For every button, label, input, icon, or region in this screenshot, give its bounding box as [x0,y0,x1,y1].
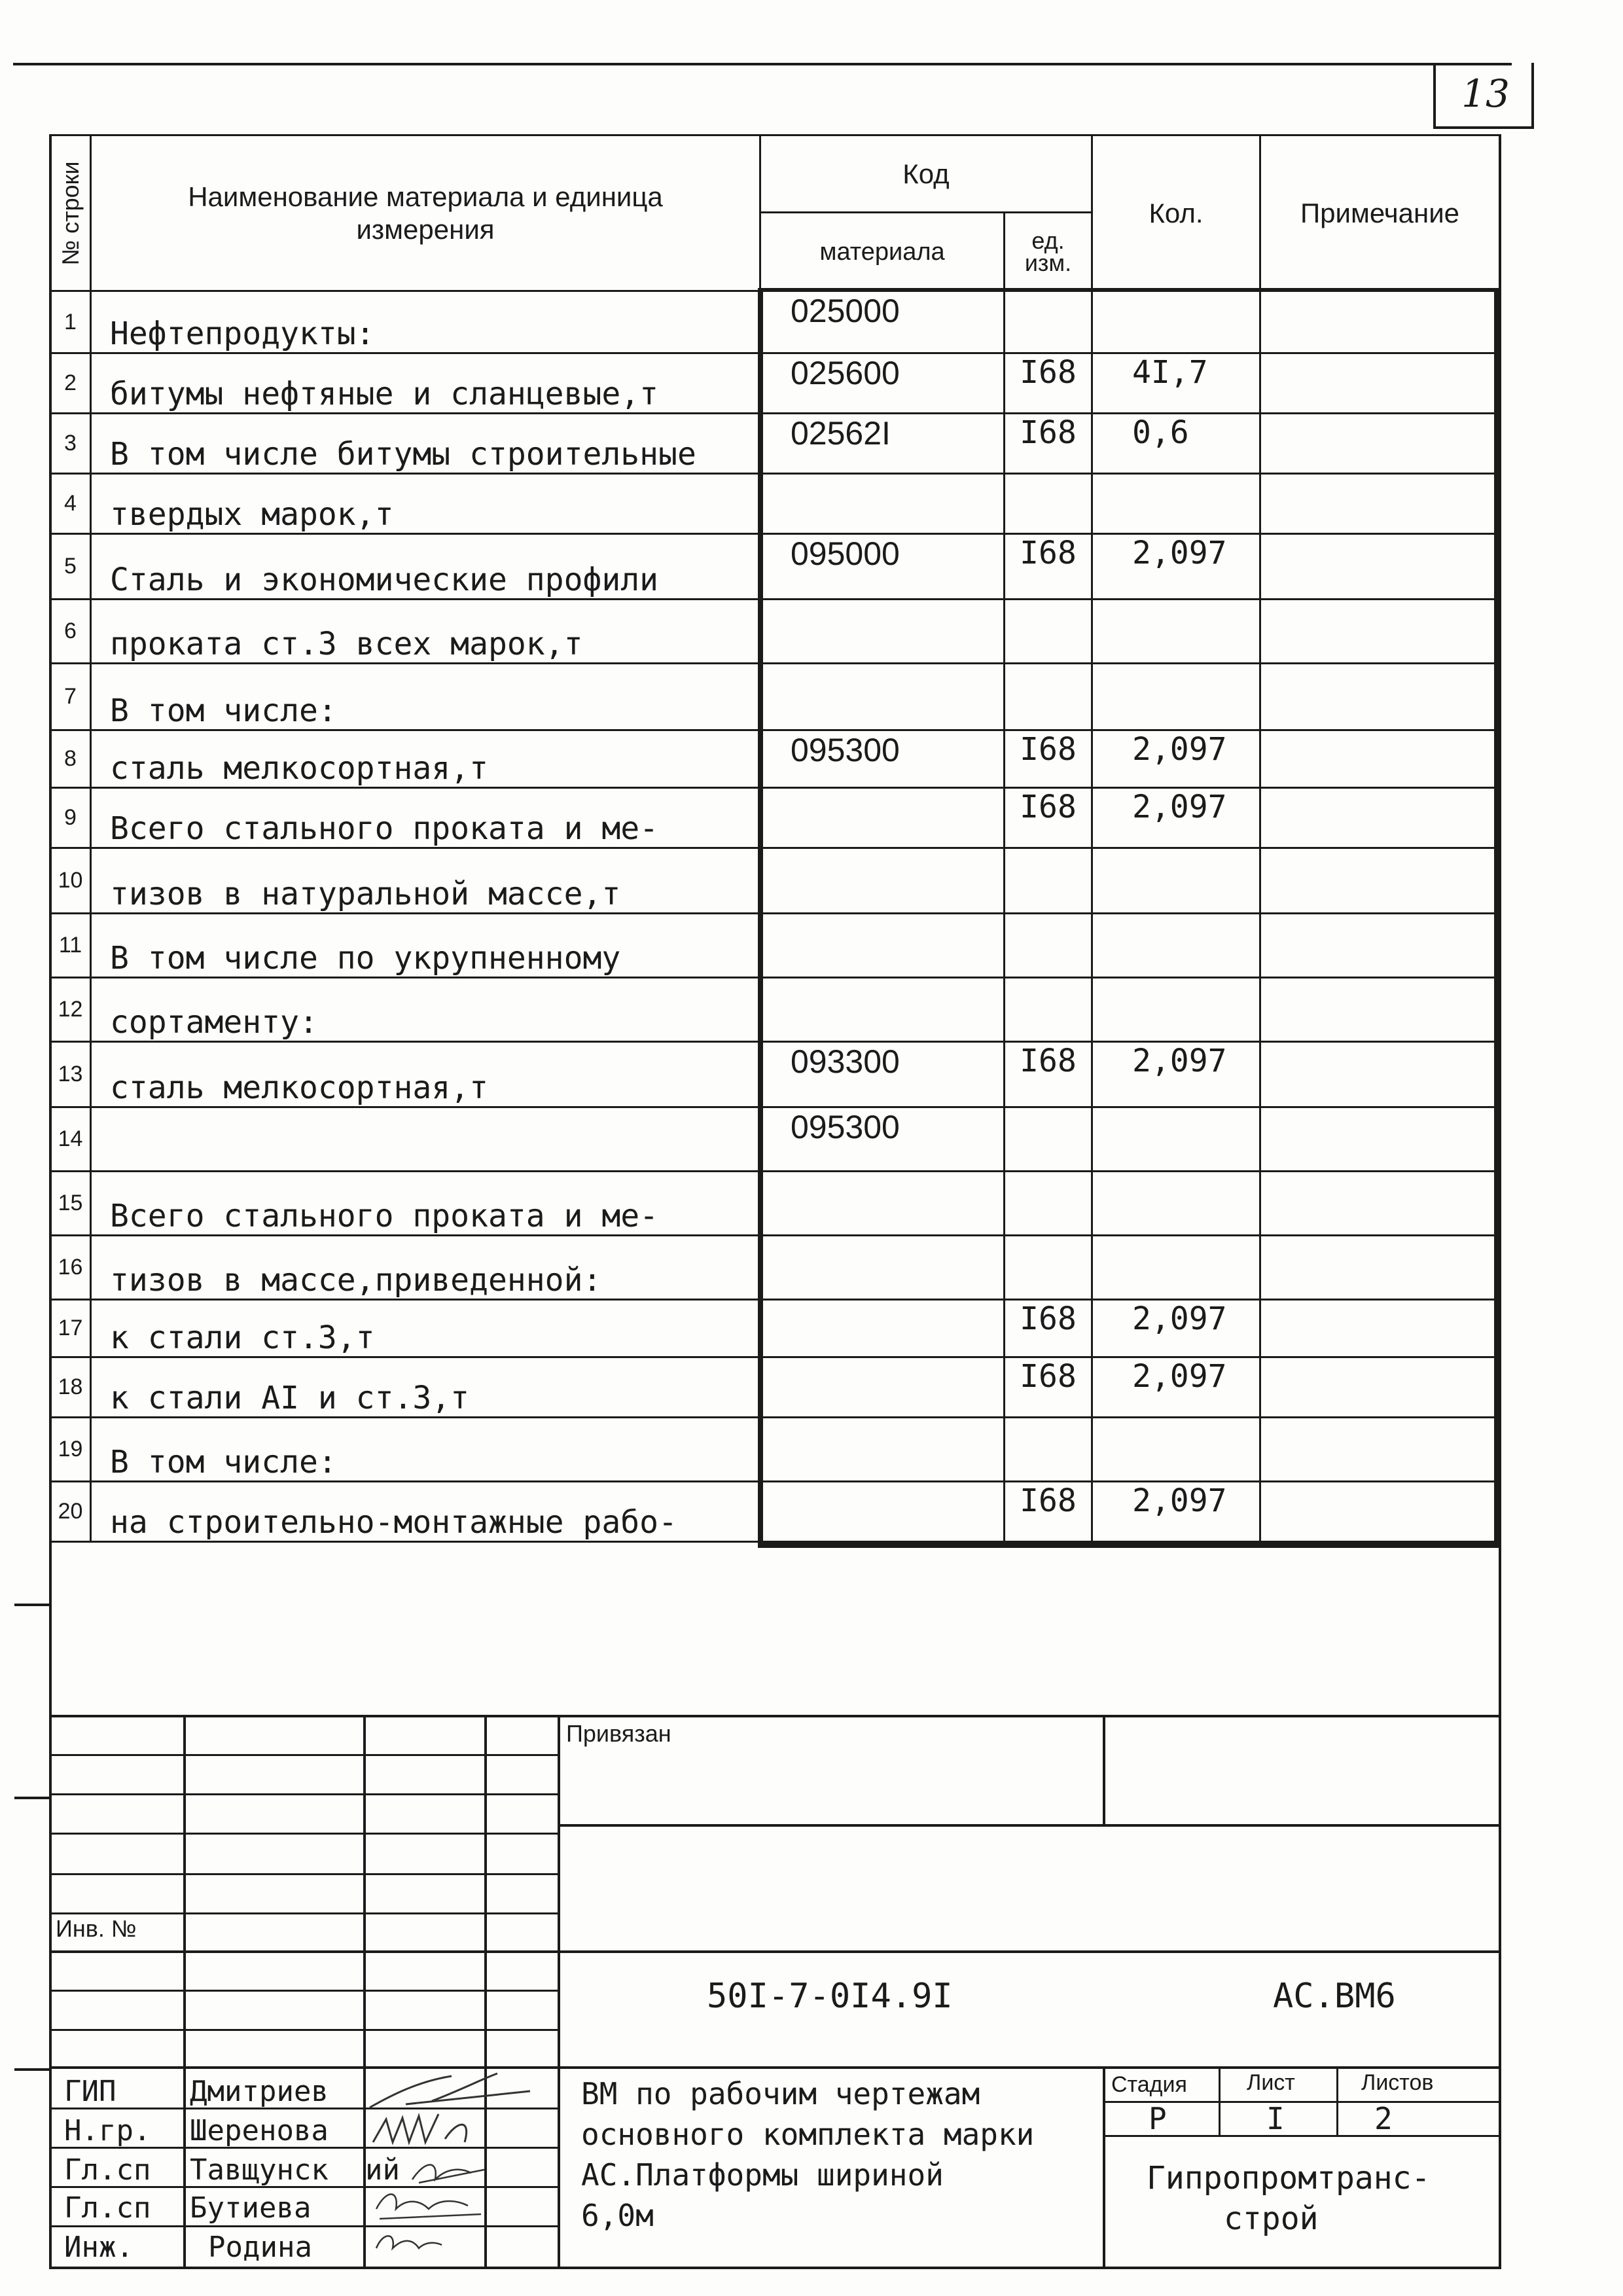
material-name-cell: битумы нефтяные и сланцевые,т [91,353,760,414]
note-cell [1260,291,1500,353]
row-number-cell: 14 [50,1107,91,1172]
title-line-2: основного комплекта марки [581,2117,1035,2152]
stamp-h7 [49,1990,560,1992]
material-name-cell: тизов в натуральной массе,т [91,848,760,914]
org-line-2: строй [1224,2200,1319,2237]
material-code-cell [760,600,1005,664]
table-bold-left [758,290,763,1547]
unit-code-cell: I68 [1005,1300,1092,1357]
sheet-value: I [1266,2101,1285,2136]
table-row [50,600,1500,664]
material-name-cell [91,1107,760,1172]
note-cell [1260,848,1500,914]
table-row [50,474,1500,534]
table-row [50,848,1500,914]
row-number-cell: 3 [50,414,91,474]
header-code-material: материала [760,213,1005,291]
stage-label: Стадия [1111,2072,1187,2097]
header-quantity: Кол. [1092,135,1260,291]
material-code-cell [760,1418,1005,1482]
unit-code-cell: I68 [1005,1042,1092,1107]
unit-code-cell [1005,291,1092,353]
note-cell [1260,978,1500,1042]
note-cell [1260,1300,1500,1357]
name-overflow: ий [365,2153,400,2187]
quantity-cell [1092,664,1260,730]
row-number-cell: 9 [50,788,91,848]
table-row [50,664,1500,730]
note-cell [1260,414,1500,474]
page-number-box-right [1531,63,1534,128]
stamp-privyazan-bottom [558,1824,1501,1827]
table-row [50,1357,1500,1418]
note-cell [1260,474,1500,534]
material-code-cell [760,664,1005,730]
role-gip: ГИП [64,2075,116,2108]
table-row [50,1300,1500,1357]
quantity-cell: 2,097 [1092,1482,1260,1542]
material-name-cell: твердых марок,т [91,474,760,534]
unit-code-cell [1005,1172,1092,1236]
material-name-cell: сортаменту: [91,978,760,1042]
unit-code-cell: I68 [1005,788,1092,848]
stamp-h2 [49,1793,560,1795]
inv-no-label: Инв. № [56,1915,137,1942]
page-number-box-bottom [1433,126,1534,129]
margin-tick-2 [14,1797,50,1799]
person-sherenova: Шеренова [190,2114,329,2147]
signature-butieva [370,2183,494,2229]
material-name-cell: В том числе битумы строительные [91,414,760,474]
table-row [50,1172,1500,1236]
stamp-h4 [49,1873,560,1875]
row-number-cell: 1 [50,291,91,353]
material-code-cell [760,1236,1005,1300]
quantity-cell [1092,474,1260,534]
table-bold-top [758,288,1499,292]
material-code-cell [760,914,1005,978]
material-name-cell: на строительно-монтажные рабо- [91,1482,760,1542]
material-name-cell: В том числе: [91,664,760,730]
note-cell [1260,1236,1500,1300]
unit-code-cell: I68 [1005,1482,1092,1542]
row-number-cell: 11 [50,914,91,978]
table-row [50,1236,1500,1300]
title-line-4: 6,0м [581,2198,654,2233]
person-butieva: Бутиева [190,2191,312,2225]
material-code-cell: 093300 [760,1042,1005,1107]
material-code-cell [760,848,1005,914]
table-row [50,353,1500,414]
material-code-cell: 025000 [760,291,1005,353]
stamp-h3 [49,1833,560,1835]
role-inzh: Инж. [64,2231,134,2264]
row-number-cell: 18 [50,1357,91,1418]
note-cell [1260,534,1500,600]
quantity-cell [1092,1418,1260,1482]
row-number-cell: 4 [50,474,91,534]
stage-value: Р [1149,2101,1167,2136]
row-number-cell: 13 [50,1042,91,1107]
header-row-number: № строки [50,135,91,291]
material-name-cell: к стали ст.3,т [91,1300,760,1357]
unit-code-cell [1005,1418,1092,1482]
title-line-1: ВМ по рабочим чертежам [581,2076,980,2111]
header-code-unit: ед. изм. [1005,213,1092,291]
margin-tick-1 [14,1604,50,1606]
table-row [50,291,1500,353]
note-cell [1260,1172,1500,1236]
note-cell [1260,914,1500,978]
material-code-cell: 095300 [760,730,1005,788]
material-code-cell [760,1482,1005,1542]
privyazan-label: Привязан [566,1720,671,1747]
note-cell [1260,788,1500,848]
material-code-cell [760,1172,1005,1236]
table-row [50,414,1500,474]
sheets-label: Листов [1361,2070,1434,2095]
sheets-value: 2 [1374,2101,1393,2136]
note-cell [1260,1418,1500,1482]
unit-code-cell: I68 [1005,353,1092,414]
material-code-cell: 095300 [760,1107,1005,1172]
note-cell [1260,1107,1500,1172]
quantity-cell: 4I,7 [1092,353,1260,414]
quantity-cell [1092,848,1260,914]
table-row [50,1042,1500,1107]
row-number-cell: 12 [50,978,91,1042]
stamp-h6 [49,1950,1501,1953]
doc-code: 50I-7-0I4.9I [707,1977,953,2016]
note-cell [1260,664,1500,730]
row-number-cell: 5 [50,534,91,600]
quantity-cell [1092,978,1260,1042]
stamp-stage-v2 [1336,2066,1338,2136]
unit-code-cell: I68 [1005,414,1092,474]
material-name-cell: тизов в массе,приведенной: [91,1236,760,1300]
stamp-h9 [49,2066,1501,2069]
row-number-cell: 20 [50,1482,91,1542]
material-name-cell: Всего стального проката и ме- [91,788,760,848]
quantity-cell [1092,291,1260,353]
quantity-cell: 2,097 [1092,1042,1260,1107]
material-code-cell: 095000 [760,534,1005,600]
row-number-cell: 17 [50,1300,91,1357]
stamp-h8 [49,2029,560,2031]
person-dmitriev: Дмитриев [190,2075,329,2108]
signature-rodina [370,2225,448,2265]
table-row [50,978,1500,1042]
stamp-h1 [49,1754,560,1756]
row-number-cell: 10 [50,848,91,914]
quantity-cell: 2,097 [1092,730,1260,788]
table-row [50,914,1500,978]
table-row [50,534,1500,600]
quantity-cell: 2,097 [1092,534,1260,600]
unit-code-cell: I68 [1005,534,1092,600]
note-cell [1260,353,1500,414]
page-number: 13 [1461,71,1510,116]
note-cell [1260,1042,1500,1107]
material-code-cell: 02562I [760,414,1005,474]
material-name-cell: проката ст.3 всех марок,т [91,600,760,664]
row-number-cell: 7 [50,664,91,730]
doc-mark: АС.ВМ6 [1273,1977,1396,2016]
material-name-cell: Сталь и экономические профили [91,534,760,600]
note-cell [1260,1357,1500,1418]
material-code-cell [760,1357,1005,1418]
quantity-cell [1092,1107,1260,1172]
signature-sherenova [366,2106,497,2152]
person-rodina: Родина [208,2231,312,2264]
unit-code-cell [1005,1236,1092,1300]
quantity-cell [1092,600,1260,664]
material-code-cell [760,978,1005,1042]
role-glsp-2: Гл.сп [64,2191,151,2225]
unit-code-cell [1005,914,1092,978]
quantity-cell [1092,1172,1260,1236]
unit-code-cell: I68 [1005,730,1092,788]
table-bold-bottom [758,1543,1499,1548]
material-name-cell: В том числе по укрупненному [91,914,760,978]
material-name-cell: В том числе: [91,1418,760,1482]
header-material-name: Наименование материала и единица измерения [91,135,760,291]
org-line-1: Гипропромтранс- [1147,2160,1431,2197]
quantity-cell: 0,6 [1092,414,1260,474]
margin-tick-3 [14,2068,50,2071]
row-number-cell: 8 [50,730,91,788]
material-name-cell: Всего стального проката и ме- [91,1172,760,1236]
row-number-cell: 15 [50,1172,91,1236]
frame-bottom [49,2267,1501,2269]
page-number-box-left [1433,63,1436,128]
material-code-cell [760,474,1005,534]
role-ngr: Н.гр. [64,2114,151,2147]
note-cell [1260,600,1500,664]
title-line-3: АС.Платформы шириной [581,2157,944,2193]
header-code: Код [760,135,1092,213]
row-number-cell: 16 [50,1236,91,1300]
material-name-cell: Нефтепродукты: [91,291,760,353]
table-row [50,730,1500,788]
role-glsp-1: Гл.сп [64,2153,151,2187]
unit-code-cell [1005,600,1092,664]
row-number-cell: 19 [50,1418,91,1482]
header-note: Примечание [1260,135,1500,291]
unit-code-cell [1005,848,1092,914]
sheet-top-line [13,63,1512,65]
unit-code-cell: I68 [1005,1357,1092,1418]
note-cell [1260,1482,1500,1542]
material-code-cell [760,1300,1005,1357]
quantity-cell: 2,097 [1092,788,1260,848]
material-name-cell: сталь мелкосортная,т [91,730,760,788]
unit-code-cell [1005,664,1092,730]
sheet-label: Лист [1247,2070,1295,2095]
row-number-cell: 2 [50,353,91,414]
table-row [50,1107,1500,1172]
stamp-title-right [1103,2066,1105,2268]
row-number-cell: 6 [50,600,91,664]
materials-table [49,134,1501,1543]
stamp-top [49,1715,1501,1717]
stamp-h5 [49,1912,560,1914]
stamp-privyazan-right [1103,1715,1105,1826]
table-row [50,1418,1500,1482]
stamp-stage-v1 [1219,2066,1221,2136]
material-code-cell: 025600 [760,353,1005,414]
table-bold-right [1494,290,1499,1547]
table-row [50,1482,1500,1542]
person-tavshunsk: Тавщунск [190,2153,329,2187]
unit-code-cell [1005,1107,1092,1172]
quantity-cell [1092,914,1260,978]
quantity-cell: 2,097 [1092,1357,1260,1418]
quantity-cell: 2,097 [1092,1300,1260,1357]
material-name-cell: к стали АI и ст.3,т [91,1357,760,1418]
unit-code-cell [1005,474,1092,534]
table-row [50,788,1500,848]
note-cell [1260,730,1500,788]
unit-code-cell [1005,978,1092,1042]
quantity-cell [1092,1236,1260,1300]
material-name-cell: сталь мелкосортная,т [91,1042,760,1107]
material-code-cell [760,788,1005,848]
